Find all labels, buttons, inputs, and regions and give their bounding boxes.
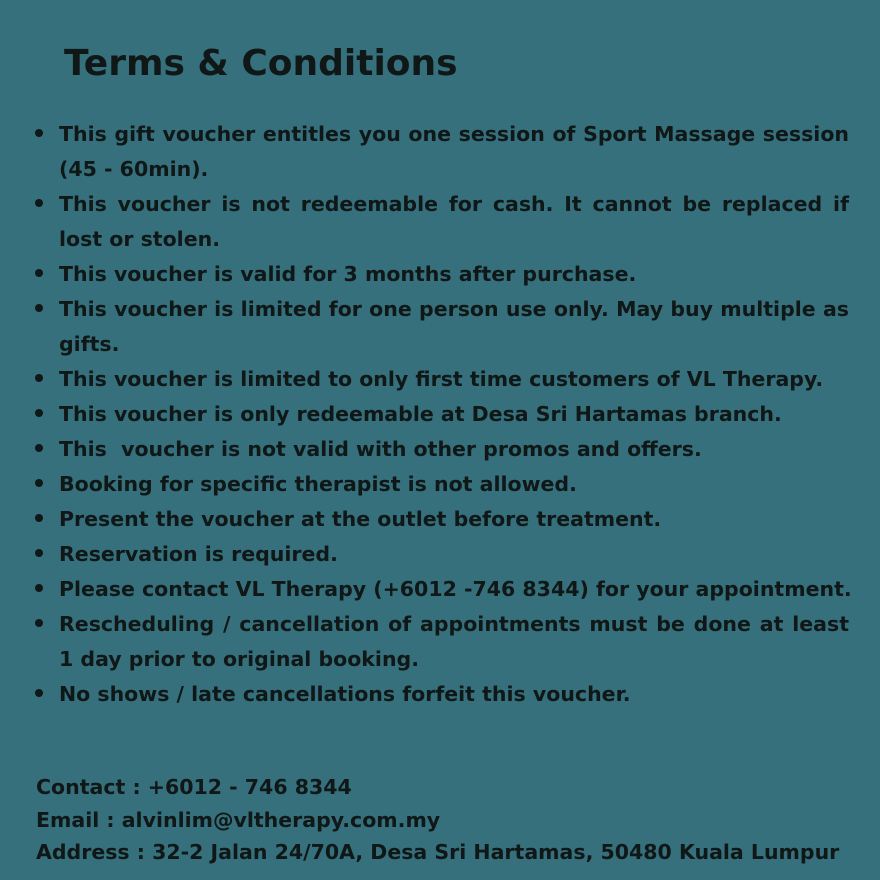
term-item [35,537,849,572]
bullet-icon [35,479,43,487]
term-item [35,117,849,187]
term-item [35,502,849,537]
term-item [35,187,849,257]
bullet-icon [35,409,43,417]
term-text: This voucher is valid for 3 months after purchase. [59,262,637,286]
bullet-icon [35,549,43,557]
terms-list [35,117,852,712]
term-text: This voucher is limited to only first time customers of VL Therapy. [59,367,824,391]
bullet-icon [35,514,43,522]
term-item [35,607,849,677]
term-text: This voucher is not redeemable for cash. It cannot be replaced if lost or stolen. [59,192,849,251]
term-text: This voucher is not valid with other promos and offers. [59,437,702,461]
bullet-icon [35,619,43,627]
term-item [35,677,849,712]
bullet-icon [35,304,43,312]
contact-email: Email : alvinlim@vltherapy.com.my [36,807,441,832]
term-item [35,292,849,362]
term-text: Reservation is required. [59,542,338,566]
term-text: No shows / late cancellations forfeit this voucher. [59,682,631,706]
term-text: This gift voucher entitles you one session of Sport Massage session (45 - 60min). [59,122,849,181]
contact-section [36,771,856,869]
bullet-icon [35,269,43,277]
bullet-icon [35,129,43,137]
term-item [35,572,852,607]
page-title: Terms & Conditions [64,43,458,84]
bullet-icon [35,199,43,207]
term-text: This voucher is only redeemable at Desa Sri Hartamas branch. [59,402,782,426]
term-text: Present the voucher at the outlet before treatment. [59,507,662,531]
term-text: Booking for specific therapist is not allowed. [59,472,577,496]
bullet-icon [35,689,43,697]
contact-address: Address : 32-2 Jalan 24/70A, Desa Sri Hartamas, 50480 Kuala Lumpur [36,840,840,864]
term-item [35,432,849,467]
term-item [35,467,849,502]
contact-phone: Contact : +6012 - 746 8344 [36,775,352,799]
term-item [35,397,849,432]
bullet-icon [35,444,43,452]
term-text: Please contact VL Therapy (+6012 -746 8344) for your appointment. [59,577,852,601]
term-text: This voucher is limited for one person use only. May buy multiple as gifts. [59,297,849,356]
term-item [35,257,849,292]
bullet-icon [35,374,43,382]
term-item [35,362,849,397]
term-text: Rescheduling / cancellation of appointments must be done at least 1 day prior to original booking. [59,612,849,671]
bullet-icon [35,584,43,592]
